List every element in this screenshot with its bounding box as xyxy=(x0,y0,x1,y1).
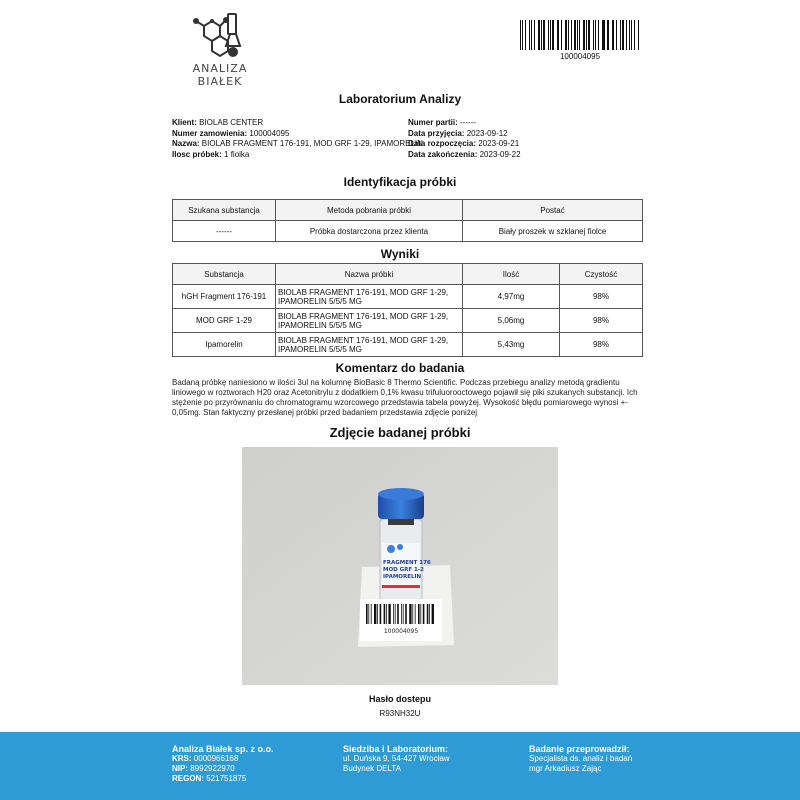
info-start-date: Data rozpoczęcia: 2023-09-21 xyxy=(408,139,520,148)
info-received-date: Data przyjęcia: 2023-09-12 xyxy=(408,128,508,138)
results-purity: 98% xyxy=(560,333,643,357)
comment-heading: Komentarz do badania xyxy=(335,361,465,375)
info-sample-count: Ilosc próbek: 1 fiolka xyxy=(172,149,250,159)
vial-label-line: FRAGMENT 176 xyxy=(383,560,431,566)
password-value: R93NH32U xyxy=(379,709,421,718)
footer-krs: KRS: 0000966168 xyxy=(172,754,239,763)
password-label: Hasło dostepu xyxy=(368,694,431,704)
page-title: Laboratorium Analizy xyxy=(338,92,462,106)
results-header: Ilość xyxy=(463,264,560,285)
barcode-bars xyxy=(520,20,640,50)
table-row xyxy=(173,285,643,309)
results-amount: 4,97mg xyxy=(463,285,560,309)
footer-examiner xyxy=(529,744,632,774)
sample-photo xyxy=(242,447,558,685)
vial-label-line: IPAMORELIN xyxy=(383,574,422,580)
results-header: Nazwa próbki xyxy=(276,264,463,285)
results-purity: 98% xyxy=(560,309,643,333)
footer-examiner-line: Specjalista ds. analiz i badań xyxy=(529,754,633,763)
ident-table xyxy=(172,199,643,242)
ident-header: Postać xyxy=(463,200,643,221)
comment-text: Badaną próbkę naniesiono w ilości 3ul na kolumnę BioBasic 8 Thermo Scientific. Podczas przebiegu analizy metodą gradientu liniowego w roztworach H20 oraz Acetonitrylu z dodatkiem 0,1% kwasu trifuluorooctowego pojawił się piki szukanych substancji. Ich stężenie po przyrównaniu do chromatogramu wzorcowego przedstawia tabela powyżej. Wysokość błędu pomiarowego wynosi +- 0,05mg. Stan faktyczny przesłanej próbki przed badaniem przedstawia zdjęcie poniżej xyxy=(172,378,638,417)
info-right xyxy=(408,118,521,160)
vial-label-line: MOD GRF 1-2 xyxy=(383,567,424,573)
logo-text: ANALIZA BIAŁEK xyxy=(192,62,248,88)
company-logo xyxy=(170,12,270,88)
footer-address xyxy=(343,744,450,774)
ident-cell: ------ xyxy=(173,221,276,242)
results-header: Substancja xyxy=(173,264,276,285)
table-row xyxy=(173,309,643,333)
ident-header: Metoda pobrania próbki xyxy=(276,200,463,221)
footer-regon: REGON: 521751875 xyxy=(172,774,247,783)
results-sample-name: BIOLAB FRAGMENT 176-191, MOD GRF 1-29, IPAMORELIN 5/5/5 MG xyxy=(276,333,463,357)
footer-nip: NIP: 8992922970 xyxy=(172,764,235,773)
results-table xyxy=(172,263,643,357)
footer-address-line: ul. Duńska 9, 54-427 Wrocław xyxy=(343,754,450,763)
footer-examiner-line: mgr Arkadiusz Zając xyxy=(529,764,602,773)
sticker-barcode-number: 100004095 xyxy=(383,628,419,635)
ident-cell: Biały proszek w szklanej fiolce xyxy=(463,221,643,242)
results-header: Czystość xyxy=(560,264,643,285)
results-sample-name: BIOLAB FRAGMENT 176-191, MOD GRF 1-29, IPAMORELIN 5/5/5 MG xyxy=(276,285,463,309)
footer-address-heading: Siedziba i Laboratorium: xyxy=(343,744,449,754)
info-name: Nazwa: BIOLAB FRAGMENT 176-191, MOD GRF 1-29, IPAMORELIN xyxy=(172,139,423,148)
footer xyxy=(0,732,800,800)
info-order-number: Numer zamowienia: 100004095 xyxy=(172,128,290,138)
molecule-flask-icon xyxy=(190,12,250,60)
footer-address-line: Budynek DELTA xyxy=(343,764,401,773)
barcode-number: 100004095 xyxy=(559,52,601,61)
ident-cell: Próbka dostarczona przez klienta xyxy=(276,221,463,242)
results-substance: MOD GRF 1-29 xyxy=(173,309,276,333)
footer-company xyxy=(172,744,274,784)
results-purity: 98% xyxy=(560,285,643,309)
footer-company-name: Analiza Białek sp. z o.o. xyxy=(172,744,274,754)
results-substance: Ipamorelin xyxy=(173,333,276,357)
results-sample-name: BIOLAB FRAGMENT 176-191, MOD GRF 1-29, IPAMORELIN 5/5/5 MG xyxy=(276,309,463,333)
vial-image xyxy=(242,447,558,685)
results-heading: Wyniki xyxy=(380,247,420,261)
ident-heading: Identyfikacja próbki xyxy=(343,175,457,189)
table-row xyxy=(173,333,643,357)
ident-header: Szukana substancja xyxy=(173,200,276,221)
results-amount: 5,43mg xyxy=(463,333,560,357)
barcode xyxy=(520,20,640,61)
info-batch: Numer partii: ------ xyxy=(408,118,477,127)
info-end-date: Data zakończenia: 2023-09-22 xyxy=(408,149,521,159)
results-amount: 5,06mg xyxy=(463,309,560,333)
photo-heading: Zdjęcie badanej próbki xyxy=(329,425,471,440)
results-substance: hGH Fragment 176-191 xyxy=(173,285,276,309)
info-client: Klient: BIOLAB CENTER xyxy=(172,118,264,127)
footer-examiner-heading: Badanie przeprowadził: xyxy=(529,744,630,754)
info-left xyxy=(172,118,423,160)
